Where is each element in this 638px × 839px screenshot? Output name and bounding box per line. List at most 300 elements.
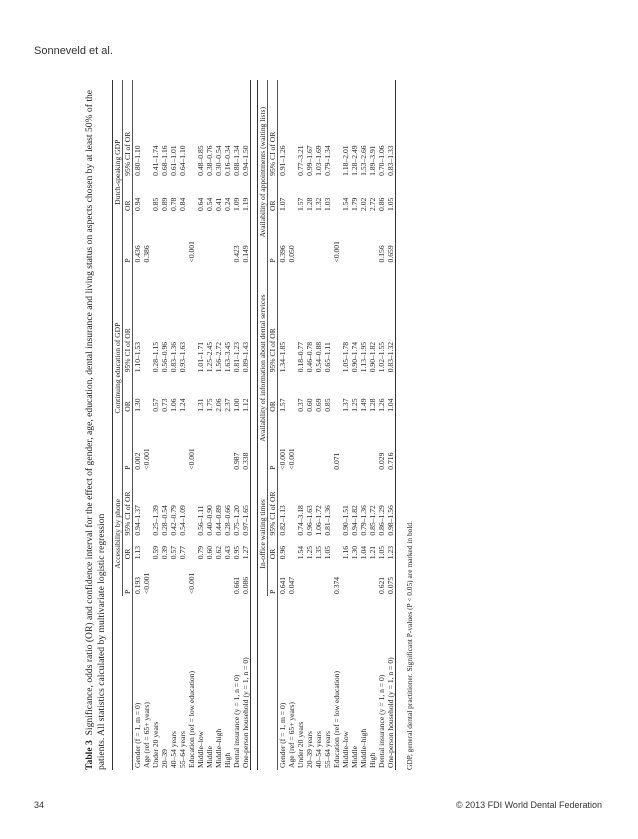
table-cell: 0.338 (241, 414, 251, 472)
table-cell: 1.06 (169, 398, 178, 412)
table-cell: 1.89–3.91 (368, 145, 377, 176)
table-cell (187, 472, 196, 538)
table-footnote: GDP, general dental practitioner. Significant P-values (P < 0.05) are marked in bold. (405, 521, 414, 770)
table-cell (287, 538, 296, 562)
table-row (368, 80, 377, 770)
table-cell: 1.49 (359, 398, 368, 412)
table-cell (151, 414, 160, 472)
row-label: Age (ref = 65+ years) (142, 702, 151, 768)
table-cell: 0.88–1.34 (232, 145, 241, 176)
table-row (169, 80, 178, 770)
row-label: Gender (f = 1, m = 0) (133, 702, 142, 768)
table-cell (223, 213, 232, 265)
table-cell: 0.661 (232, 576, 241, 594)
table-cell: 1.05 (386, 178, 396, 213)
table-cell: 0.28–0.66 (223, 505, 232, 536)
table-cell (368, 561, 377, 596)
row-label: 55–64 years (178, 731, 187, 768)
table-cell (169, 414, 178, 472)
column-header-or: OR (123, 178, 133, 213)
table-row (133, 80, 143, 770)
row-label: Middle–high (214, 728, 223, 768)
table-row (223, 80, 232, 770)
table-cell: 0.16–0.34 (223, 145, 232, 176)
table-cell: 0.85–1.72 (368, 505, 377, 536)
page-number: 34 (34, 800, 45, 810)
table-cell (160, 213, 169, 265)
table-cell: 0.24 (223, 197, 232, 211)
table-cell: 1.34–1.85 (278, 341, 287, 373)
group-header: Availability of appointments (waiting lists) (258, 80, 268, 264)
column-header-or: OR (123, 374, 133, 413)
table-cell: 1.25 (350, 398, 359, 412)
table-cell: 0.56–0.96 (160, 341, 169, 373)
table-cell (359, 414, 368, 472)
table-cell: 1.25–2.45 (205, 341, 214, 373)
column-header-ci: 95% CI of OR (123, 264, 133, 374)
table-cell (196, 213, 205, 265)
table-cell: 0.94–1.50 (241, 80, 251, 178)
table-cell: 1.24 (178, 398, 187, 412)
table-cell (350, 561, 359, 596)
table-cell: 0.002 (133, 452, 142, 470)
table-cell: 0.57 (169, 545, 178, 560)
table-cell: 0.60 (305, 398, 314, 412)
table-cell: 0.94–1.82 (350, 505, 359, 536)
table-cell: 0.85 (323, 398, 332, 412)
table-cell: 0.83–1.32 (386, 264, 396, 374)
table-cell: 2.72 (368, 197, 377, 211)
column-header-p: P (123, 561, 133, 596)
table-cell: 0.77–3.21 (296, 145, 305, 176)
table-cell: 0.659 (386, 213, 396, 265)
table-cell (196, 414, 205, 472)
table-cell: 0.74–3.18 (296, 505, 305, 536)
table-cell: 1.04 (359, 545, 368, 560)
table-cell (305, 561, 314, 596)
table-cell: 0.75–1.20 (232, 505, 241, 536)
group-header: Accessibility by phone (113, 472, 123, 596)
row-label: Middle–low (196, 730, 205, 768)
rotated-table-region (84, 70, 574, 770)
table-cell: 1.12 (241, 374, 251, 413)
table-cell (296, 414, 305, 472)
table-cell: 0.029 (377, 452, 386, 470)
table-row (241, 80, 251, 770)
row-label: Middle–low (341, 730, 350, 768)
table-cell (142, 80, 151, 178)
table-cell: <0.001 (187, 572, 196, 594)
table-row (205, 80, 214, 770)
table-cell (142, 374, 151, 413)
table-cell: 1.54 (296, 545, 305, 560)
column-header-or: OR (268, 178, 278, 213)
table-cell: 0.641 (278, 576, 287, 594)
table-cell: 1.05–1.78 (341, 341, 350, 373)
table-cell: 0.90–1.74 (350, 341, 359, 373)
table-cell (305, 213, 314, 265)
row-label: Middle (350, 746, 359, 768)
table-cell: 1.10–1.53 (133, 341, 142, 373)
table-cell (332, 374, 341, 413)
row-label: Middle–high (359, 728, 368, 768)
table-cell (359, 561, 368, 596)
table-row (287, 80, 296, 770)
table-cell (187, 538, 196, 562)
table-cell: 1.02–1.55 (377, 341, 386, 373)
row-label: 20–39 (160, 749, 169, 768)
table-cell (160, 561, 169, 596)
table-cell: 1.27 (241, 538, 251, 562)
table-cell: 0.64 (196, 197, 205, 211)
group-header: Availability of information about dental services (258, 264, 268, 471)
column-header-p: P (268, 414, 278, 472)
table-cell (187, 374, 196, 413)
table-cell (169, 213, 178, 265)
group-header-blank (258, 596, 268, 770)
row-label: High (368, 752, 377, 768)
table-cell (368, 414, 377, 472)
group-header: Continuing education of GDP (113, 264, 123, 471)
table-cell: <0.001 (142, 448, 151, 470)
table-cell (314, 213, 323, 265)
table-cell (196, 561, 205, 596)
table-cell: 1.18–2.01 (341, 145, 350, 176)
table-row (142, 80, 151, 770)
table-cell: 0.987 (232, 452, 241, 470)
table-row (187, 80, 196, 770)
row-label: Under 20 years (151, 721, 160, 768)
table-cell: <0.001 (187, 448, 196, 470)
table-cell (187, 80, 196, 178)
table-cell (169, 561, 178, 596)
table-label: Table 3 (84, 740, 95, 770)
table-row (214, 80, 223, 770)
table-cell: 0.79–1.36 (359, 505, 368, 536)
table-cell: 0.25–1.39 (151, 505, 160, 536)
table-cell: 0.423 (232, 245, 241, 263)
table-row (314, 80, 323, 770)
table-cell: 0.56–1.11 (196, 505, 205, 536)
table-cell: 1.54 (341, 197, 350, 211)
table-cell: 1.57 (296, 197, 305, 211)
row-label: Under 20 years (296, 721, 305, 768)
table-cell: 1.30 (350, 545, 359, 560)
table-cell (287, 374, 296, 413)
table-cell: 0.156 (377, 245, 386, 263)
table-row (386, 80, 396, 770)
table-cell: 0.57 (151, 398, 160, 412)
table-cell: 0.64–1.10 (178, 145, 187, 176)
table-cell (142, 538, 151, 562)
table-block-2 (258, 80, 403, 770)
table-cell: 0.38–0.76 (205, 145, 214, 176)
column-header-p: P (123, 213, 133, 265)
group-header-blank (113, 596, 123, 770)
table-cell: 0.18–0.77 (296, 341, 305, 373)
column-header-ci: 95% CI of OR (123, 472, 133, 538)
table-cell: 0.96 (278, 545, 287, 560)
table-cell: 0.54–1.09 (178, 505, 187, 536)
table-cell: 1.32 (314, 197, 323, 211)
table-cell: 1.13 (133, 545, 142, 560)
column-header-or: OR (123, 538, 133, 562)
row-label: Gender (f = 1, m = 0) (278, 702, 287, 768)
table-cell: 1.03 (323, 197, 332, 211)
row-label: Middle (205, 746, 214, 768)
table-cell: 1.75 (205, 398, 214, 412)
table-cell: 0.69 (314, 398, 323, 412)
block-spacer-cell (251, 80, 258, 770)
table-cell: 0.44–0.89 (214, 505, 223, 536)
table-cell: 0.37 (296, 398, 305, 412)
row-label: One-person household (y = 1, n = 0) (241, 596, 251, 770)
table-cell (350, 414, 359, 472)
table-cell: 0.94 (133, 197, 142, 211)
table-cell (223, 561, 232, 596)
table-cell: 0.716 (386, 414, 396, 472)
table-cell: 0.99–1.67 (305, 145, 314, 176)
table-cell: 1.03–1.69 (314, 145, 323, 176)
table-row (232, 80, 241, 770)
table-cell: <0.001 (287, 448, 296, 470)
table-cell: 0.149 (241, 213, 251, 265)
table-cell: 0.43 (223, 545, 232, 560)
table-cell: 0.68–1.16 (160, 145, 169, 176)
table-cell: 1.35 (314, 545, 323, 560)
table-cell (214, 561, 223, 596)
column-header-ci: 95% CI of OR (268, 472, 278, 538)
table-cell: 1.05 (377, 545, 386, 560)
copyright-notice: © 2013 FDI World Dental Federation (455, 800, 602, 810)
table-cell: 0.48–0.85 (196, 145, 205, 176)
table-cell (359, 213, 368, 265)
table-cell: 0.086 (241, 561, 251, 596)
table-cell: <0.001 (278, 448, 287, 470)
group-header-row (258, 80, 268, 770)
table-cell (287, 264, 296, 374)
table-cell (341, 561, 350, 596)
table-cell (332, 472, 341, 538)
table-cell: 1.07 (278, 197, 287, 211)
table-cell (151, 213, 160, 265)
group-header: In-office waiting times (258, 472, 268, 596)
block-spacer-cell (396, 80, 403, 770)
table-cell: 1.26 (377, 398, 386, 412)
table-cell: 0.54 (205, 197, 214, 211)
table-cell: 0.80–1.10 (133, 145, 142, 176)
table-cell: 1.19 (241, 178, 251, 213)
column-header-ci: 95% CI of OR (123, 80, 133, 178)
table-cell: 0.54–0.88 (314, 341, 323, 373)
row-label: High (223, 752, 232, 768)
table-cell: 1.09 (232, 197, 241, 211)
table-cell (296, 561, 305, 596)
table-cell: 0.65–1.11 (323, 342, 332, 373)
table-cell: 1.06–1.72 (314, 505, 323, 536)
table-cell (205, 213, 214, 265)
table-row (296, 80, 305, 770)
running-header-author: Sonneveld et al. (34, 45, 113, 57)
column-header-blank (123, 596, 133, 770)
table-cell: 0.41 (214, 197, 223, 211)
table-cell (314, 561, 323, 596)
column-header-blank (268, 596, 278, 770)
table-row (341, 80, 350, 770)
table-cell: 0.41–1.74 (151, 145, 160, 176)
table-cell: 1.79 (350, 197, 359, 211)
table-cell: 0.83–1.36 (169, 341, 178, 373)
column-header-row (123, 80, 133, 770)
table-cell: 0.071 (332, 452, 341, 470)
table-cell: 0.89 (160, 197, 169, 211)
column-header-or: OR (268, 374, 278, 413)
table-cell (187, 178, 196, 213)
table-cell: 0.59 (151, 545, 160, 560)
table-cell (214, 213, 223, 265)
table-cell: 1.63–3.45 (223, 341, 232, 373)
table-cell (332, 178, 341, 213)
table-cell: 0.82–1.13 (278, 505, 287, 536)
table-cell: 0.85 (151, 197, 160, 211)
table-cell: 1.28–2.49 (350, 145, 359, 176)
table-cell: 1.13–1.95 (359, 341, 368, 373)
table-cell: 0.61–1.01 (169, 145, 178, 176)
table-cell: 1.04 (386, 374, 396, 413)
table-cell (296, 213, 305, 265)
table-cell: 0.94–1.37 (133, 505, 142, 536)
table-cell: 0.81–1.23 (232, 341, 241, 373)
table-cell: 0.374 (332, 576, 341, 594)
table-cell (287, 178, 296, 213)
table-cell: 1.30 (133, 398, 142, 412)
table-cell: 0.78 (169, 197, 178, 211)
table-cell: <0.001 (332, 241, 341, 263)
column-header-p: P (268, 213, 278, 265)
row-label: 40–54 years (169, 731, 178, 768)
table-cell: 0.621 (377, 576, 386, 594)
row-label: Education (ref = low education) (187, 670, 196, 768)
table-cell (287, 80, 296, 178)
table-cell: 0.91–1.26 (278, 145, 287, 176)
table-cell: 2.06 (214, 398, 223, 412)
table-cell (341, 213, 350, 265)
table-cell: 1.21 (368, 545, 377, 560)
table-cell: 1.28 (305, 197, 314, 211)
table-cell (323, 213, 332, 265)
table-cell: 0.93–1.63 (178, 341, 187, 373)
table-cell (368, 213, 377, 265)
row-label: 40–54 years (314, 731, 323, 768)
table-row (305, 80, 314, 770)
table-cell: 0.075 (386, 561, 396, 596)
table-cell: 0.46–0.78 (305, 341, 314, 373)
table-row (323, 80, 332, 770)
table-cell: 0.42–0.79 (169, 505, 178, 536)
table-cell (142, 472, 151, 538)
table-cell: 0.79–1.34 (323, 145, 332, 176)
table-cell: 0.386 (142, 245, 151, 263)
table-cell: 0.83–1.33 (386, 80, 396, 178)
table-cell: 0.84 (178, 197, 187, 211)
table-cell: 0.30–0.54 (214, 145, 223, 176)
row-label: Education (ref = low education) (332, 670, 341, 768)
row-label: Dental insurance (y = 1, n = 0) (377, 674, 386, 768)
table-cell: 1.23 (386, 538, 396, 562)
table-cell (305, 414, 314, 472)
table-cell (350, 213, 359, 265)
table-cell: 0.40–0.90 (205, 505, 214, 536)
table-block-1 (113, 80, 258, 770)
table-caption (84, 80, 108, 770)
row-label: Dental insurance (y = 1, n = 0) (232, 674, 241, 768)
results-table (112, 80, 402, 770)
table-cell: 0.79 (196, 545, 205, 560)
table-caption-text: Significance, odds ratio (OR) and confidence interval for the effect of gender, age, education, dental insurance and living status on aspects chosen by at least 50% of the patients. All statistics calculated by multivariate logistic regression (84, 89, 107, 770)
table-cell: 1.37 (341, 398, 350, 412)
table-cell: 1.28 (368, 398, 377, 412)
table-row (196, 80, 205, 770)
table-cell: 0.70–1.06 (377, 145, 386, 176)
table-cell: 1.53–2.66 (359, 145, 368, 176)
table-cell (332, 538, 341, 562)
table-cell (323, 561, 332, 596)
table-cell (178, 213, 187, 265)
table-cell (178, 414, 187, 472)
column-header-p: P (123, 414, 133, 472)
table-cell: <0.001 (142, 572, 151, 594)
table-cell (341, 414, 350, 472)
table-cell (178, 561, 187, 596)
column-header-ci: 95% CI of OR (268, 80, 278, 178)
table-cell (323, 414, 332, 472)
table-cell: 2.37 (223, 398, 232, 412)
table-cell: 0.047 (287, 576, 296, 594)
table-cell: 1.05 (323, 545, 332, 560)
table-cell: 0.60 (205, 545, 214, 560)
block-spacer (251, 80, 258, 770)
table-cell: 0.97–1.65 (241, 472, 251, 538)
group-header: Dutch-speaking GDP (113, 80, 123, 264)
table-cell (287, 472, 296, 538)
column-header-row (268, 80, 278, 770)
table-cell: 1.00 (232, 398, 241, 412)
table-cell (214, 414, 223, 472)
table-cell: 0.95 (232, 545, 241, 560)
row-label: 55–64 years (323, 731, 332, 768)
table-cell (151, 561, 160, 596)
row-label: 20–39 years (305, 731, 314, 768)
table-cell: 1.25 (305, 545, 314, 560)
table-row (377, 80, 386, 770)
table-cell: 0.73 (160, 398, 169, 412)
table-cell: 0.28–0.54 (160, 505, 169, 536)
table-cell: 0.89–1.43 (241, 264, 251, 374)
table-row (178, 80, 187, 770)
table-row (359, 80, 368, 770)
row-label: Age (ref = 65+ years) (287, 702, 296, 768)
table-cell: 0.62 (214, 545, 223, 560)
table-cell (160, 414, 169, 472)
table-cell: 2.02 (359, 197, 368, 211)
table-cell (142, 178, 151, 213)
row-label: One-person household (y = 1, n = 0) (386, 596, 396, 770)
table-cell: 0.050 (287, 245, 296, 263)
table-cell: 0.86–1.29 (377, 505, 386, 536)
table-cell: 1.56–2.72 (214, 341, 223, 373)
table-row (350, 80, 359, 770)
column-header-p: P (268, 561, 278, 596)
